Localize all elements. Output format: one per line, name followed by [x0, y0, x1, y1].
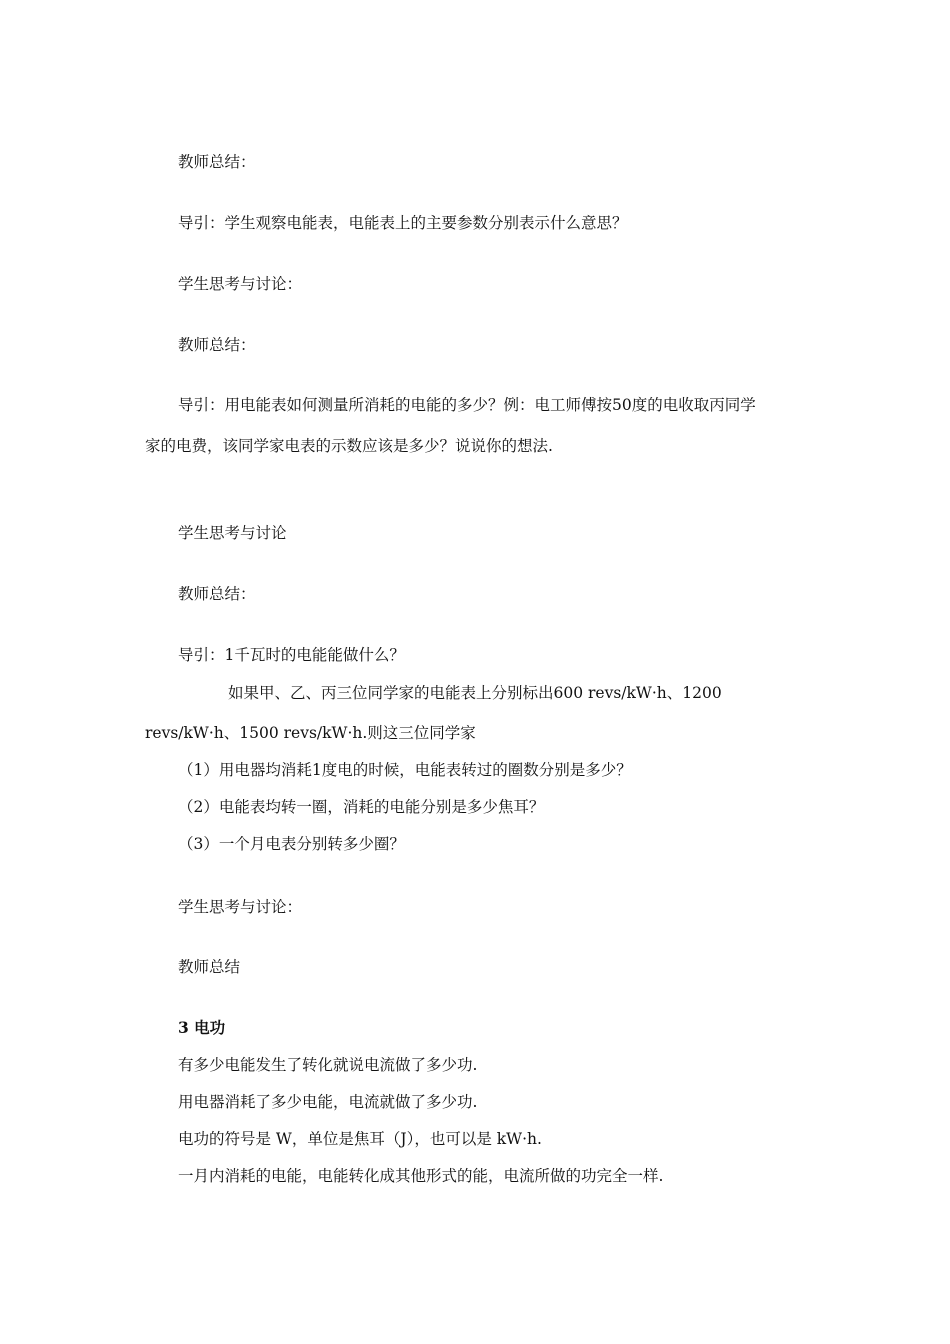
paragraph-line-3: 电功的符号是 W，单位是焦耳（J），也可以是 kW·h.	[178, 1130, 542, 1148]
student-discussion-2: 学生思考与讨论	[178, 524, 287, 542]
teacher-summary-1: 教师总结：	[178, 153, 256, 171]
paragraph-line-4: 一月内消耗的电能，电能转化成其他形式的能，电流所做的功完全一样.	[178, 1167, 664, 1185]
guide-question-3: 导引：1千瓦时的电能能做什么？	[178, 646, 405, 664]
teacher-summary-2: 教师总结：	[178, 336, 256, 354]
paragraph-line-2: 用电器消耗了多少电能，电流就做了多少功.	[178, 1093, 478, 1111]
guide-question-2-line-1: 导引：用电能表如何测量所消耗的电能的多少？例：电工师傅按50度的电收取丙同学	[178, 396, 756, 414]
teacher-summary-4: 教师总结	[178, 958, 241, 976]
teacher-summary-3: 教师总结：	[178, 585, 256, 603]
meter-example-line-2: revs/kW·h、1500 revs/kW·h.则这三位同学家	[145, 724, 476, 742]
paragraph-line-1: 有多少电能发生了转化就说电流做了多少功.	[178, 1056, 478, 1074]
student-discussion-3: 学生思考与讨论：	[178, 898, 303, 916]
guide-question-1: 导引：学生观察电能表，电能表上的主要参数分别表示什么意思？	[178, 214, 628, 232]
section-heading-electric-work: 3 电功	[178, 1018, 226, 1037]
student-discussion-1: 学生思考与讨论：	[178, 275, 303, 293]
question-item-3: （3）一个月电表分别转多少圈？	[178, 835, 405, 853]
meter-example-line-1: 如果甲、乙、丙三位同学家的电能表上分别标出600 revs/kW·h、1200	[228, 684, 722, 702]
question-item-1: （1）用电器均消耗1度电的时候，电能表转过的圈数分别是多少？	[178, 761, 632, 779]
question-item-2: （2）电能表均转一圈，消耗的电能分别是多少焦耳？	[178, 798, 545, 816]
guide-question-2-line-2: 家的电费，该同学家电表的示数应该是多少？说说你的想法.	[145, 437, 553, 455]
